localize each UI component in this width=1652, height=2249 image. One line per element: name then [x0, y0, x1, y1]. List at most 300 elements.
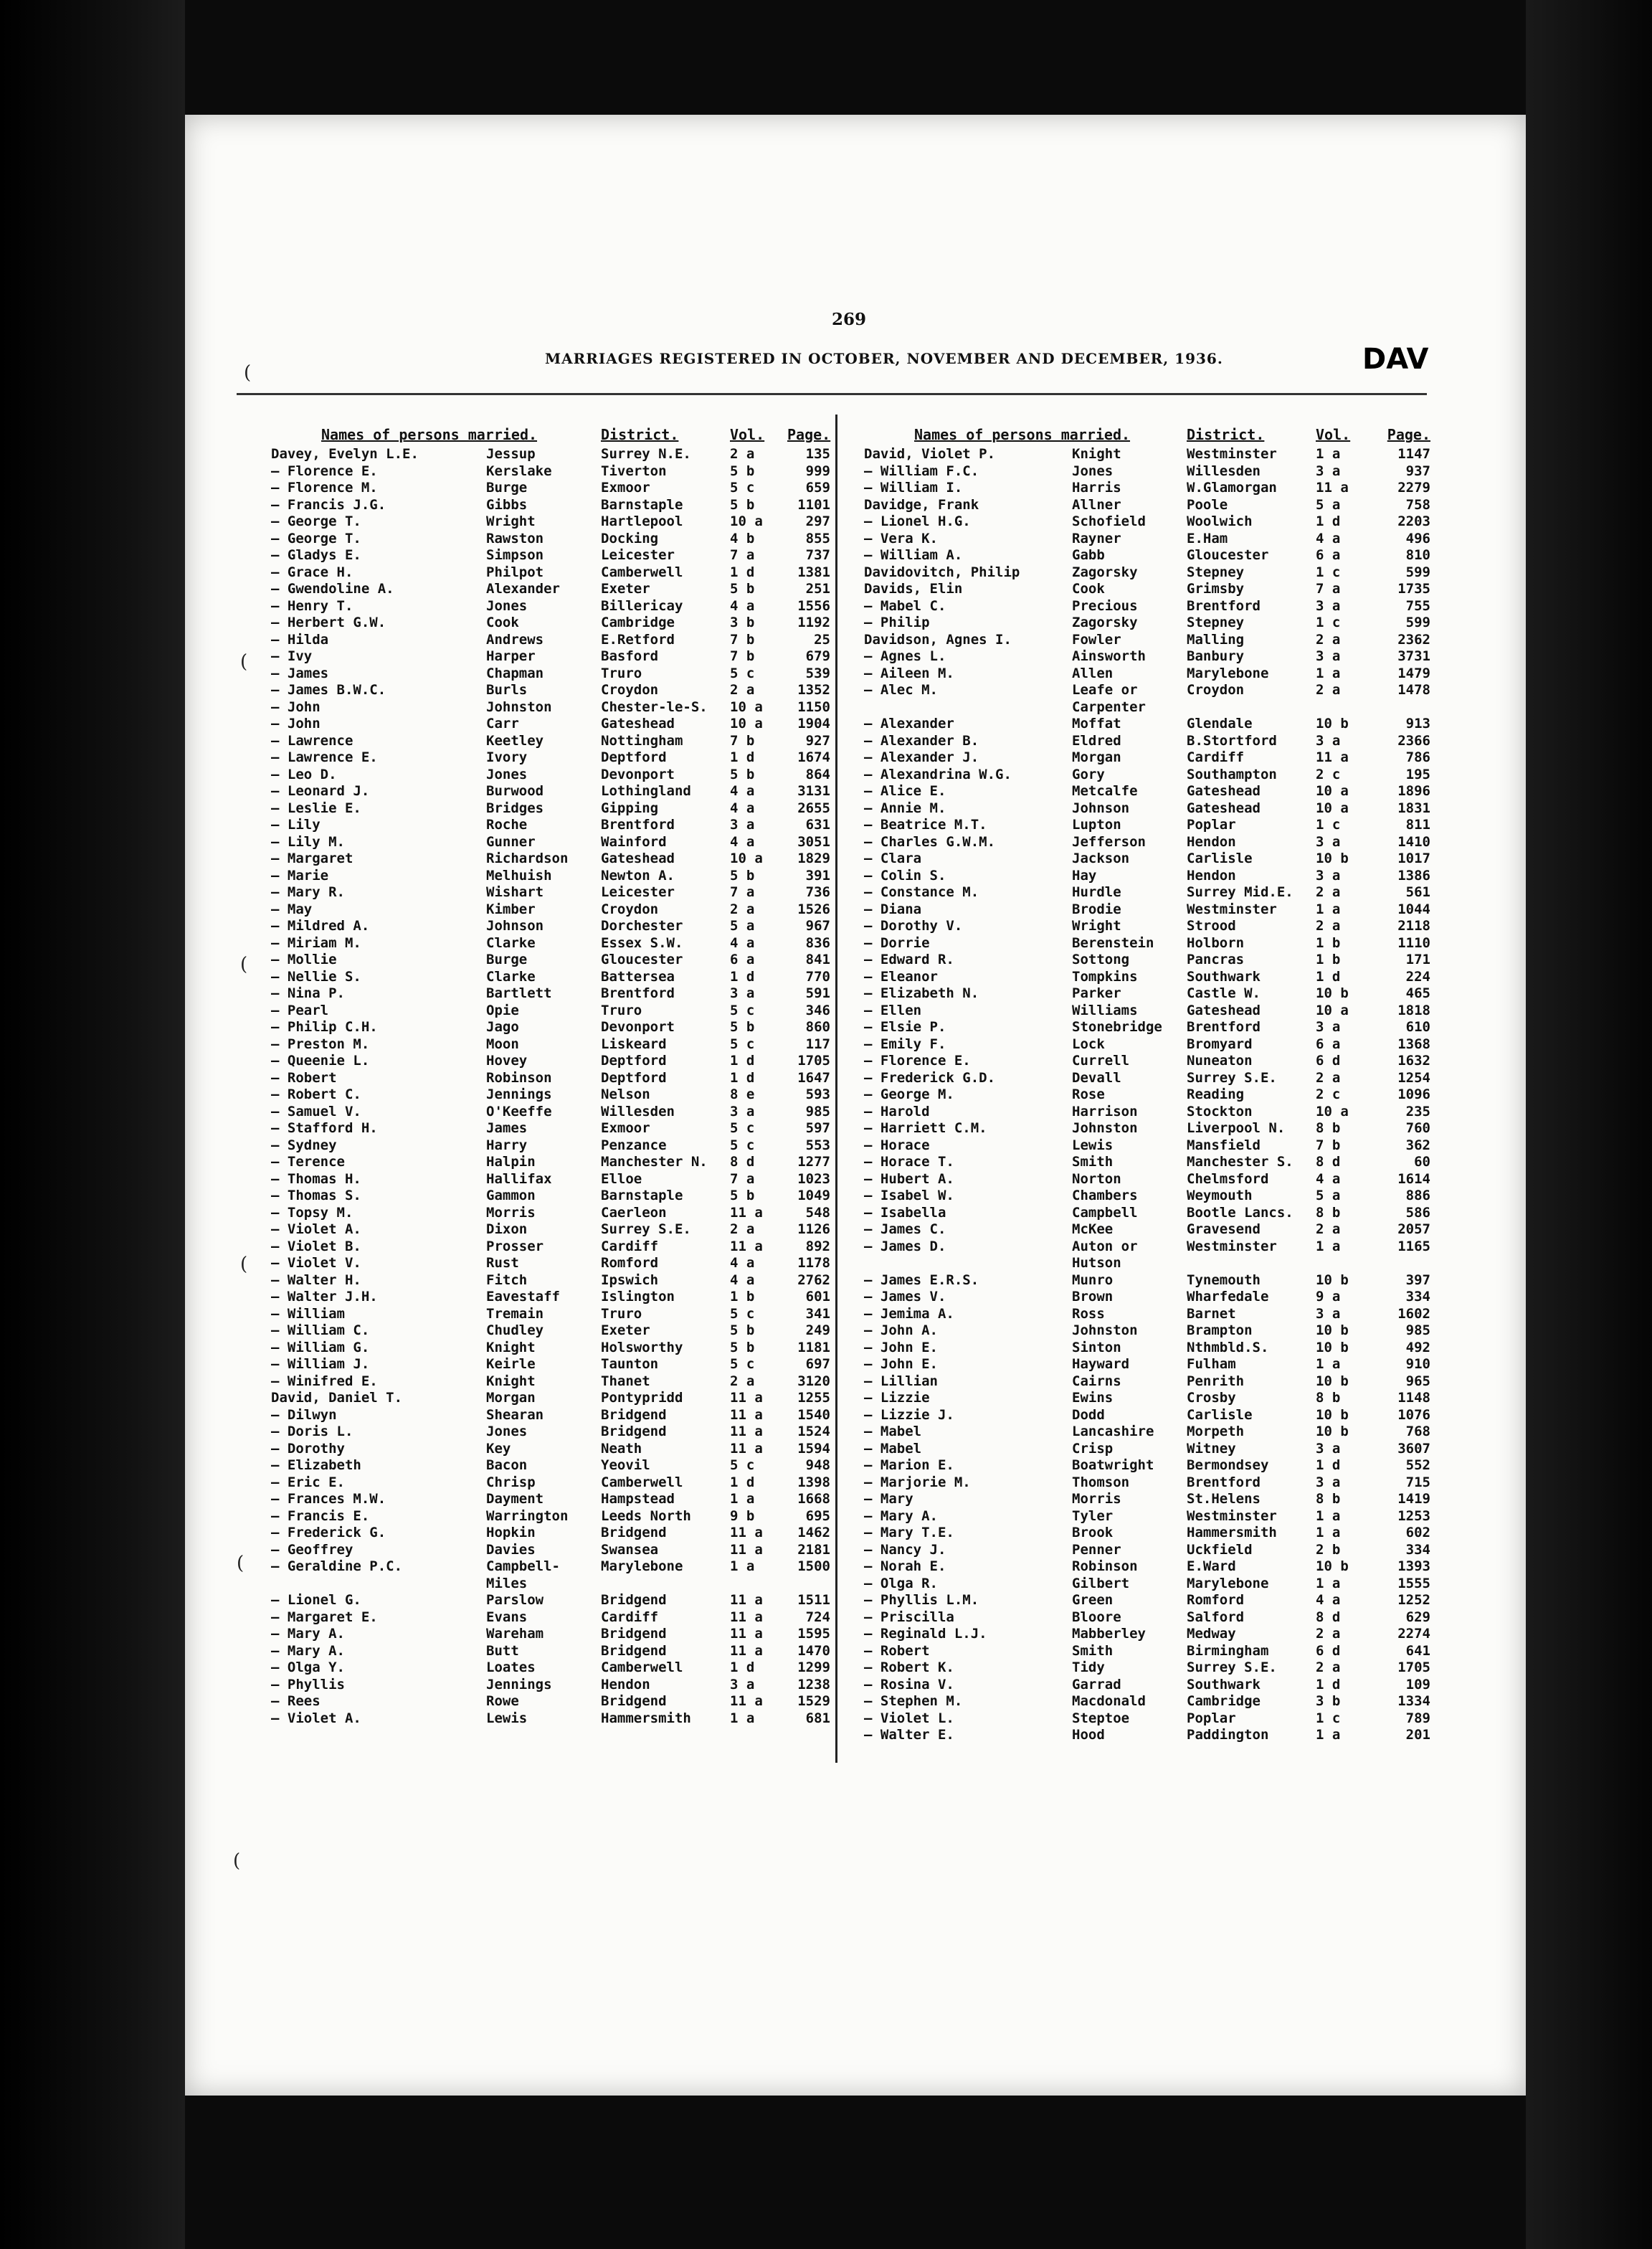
entry-district: Barnstaple — [601, 496, 683, 513]
table-row — [864, 1424, 1430, 1441]
entry-volume: 11 a — [730, 1609, 763, 1625]
entry-spouse: Brodie — [1072, 901, 1121, 917]
entry-volume: 1 b — [1316, 952, 1341, 967]
entry-page: 737 — [805, 547, 830, 563]
table-row — [864, 1221, 1430, 1239]
entry-page: 1419 — [1397, 1491, 1430, 1507]
entry-spouse: Gabb — [1072, 547, 1105, 563]
entry-volume: 7 b — [730, 631, 755, 648]
entry-spouse: Morgan — [1072, 749, 1121, 765]
entry-name: — Marjorie M. — [864, 1474, 971, 1490]
entry-volume: 4 a — [1316, 530, 1341, 546]
entry-spouse: Knight — [1072, 446, 1121, 462]
table-row — [271, 1003, 830, 1020]
table-row — [271, 817, 830, 834]
entry-volume: 3 a — [1316, 833, 1341, 850]
entry-spouse: Hood — [1072, 1727, 1105, 1743]
entry-volume: 11 a — [730, 1390, 763, 1406]
entry-spouse: Allner — [1072, 496, 1121, 513]
table-row — [864, 868, 1430, 885]
entry-volume: 7 b — [1316, 1137, 1341, 1153]
entry-name: — Elsie P. — [864, 1019, 946, 1035]
entry-volume: 8 d — [730, 1154, 755, 1170]
entry-volume: 1 d — [730, 1659, 755, 1675]
table-row — [864, 884, 1430, 901]
entry-page: 2366 — [1397, 732, 1430, 749]
entry-volume: 11 a — [1316, 749, 1349, 765]
entry-name: — Mabel — [864, 1440, 922, 1457]
table-row — [271, 1710, 830, 1728]
entry-district: Surrey N.E. — [601, 446, 691, 462]
entry-spouse: Wright — [486, 513, 536, 529]
table-row — [864, 800, 1430, 818]
entry-spouse: Andrews — [486, 631, 544, 648]
entry-spouse: Eldred — [1072, 732, 1121, 749]
entry-volume: 1 c — [1316, 564, 1341, 580]
entry-spouse: Jago — [486, 1019, 519, 1035]
entry-volume: 4 a — [730, 1255, 755, 1271]
table-row — [271, 598, 830, 615]
table-row — [864, 1086, 1430, 1104]
entry-district: W.Glamorgan — [1187, 480, 1277, 496]
table-row — [271, 1272, 830, 1289]
entry-name: — Philip C.H. — [271, 1019, 378, 1035]
entry-spouse: Johnson — [1072, 800, 1130, 816]
table-row — [864, 1289, 1430, 1306]
entry-page: 967 — [805, 918, 830, 934]
page-title: MARRIAGES REGISTERED IN OCTOBER, NOVEMBER AND DECEMBER, 1936. — [545, 350, 1223, 367]
entry-page: 561 — [1405, 884, 1430, 900]
table-row — [271, 615, 830, 632]
entry-spouse: Tyler — [1072, 1507, 1114, 1524]
entry-page: 641 — [1405, 1642, 1430, 1659]
entry-page: 171 — [1405, 952, 1430, 967]
entry-spouse: Sottong — [1072, 952, 1130, 967]
scan-shadow-right — [1526, 0, 1652, 2249]
entry-name: — Norah E. — [864, 1558, 946, 1574]
entry-spouse: Rowe — [486, 1693, 519, 1709]
entry-spouse: Jones — [486, 597, 528, 614]
entry-spouse: Crisp — [1072, 1440, 1114, 1457]
entry-district: Surrey S.E. — [1187, 1069, 1277, 1086]
entry-name: — Mary — [864, 1491, 913, 1507]
entry-spouse: Hayward — [1072, 1356, 1130, 1372]
entry-spouse: Robinson — [1072, 1558, 1138, 1574]
entry-district: Stepney — [1187, 564, 1245, 580]
entry-name: Davidovitch, Philip — [864, 564, 1020, 580]
entry-name: — Hilda — [271, 631, 329, 648]
entry-spouse: Wareham — [486, 1626, 544, 1642]
entry-name: — Violet L. — [864, 1710, 954, 1726]
entry-page: 1192 — [797, 615, 830, 630]
entry-page: 927 — [805, 732, 830, 749]
entry-district: Hampstead — [601, 1491, 675, 1507]
entry-page: 552 — [1405, 1457, 1430, 1473]
table-row — [271, 1221, 830, 1239]
entry-district: E.Ham — [1187, 530, 1228, 546]
entry-district: Bridgend — [601, 1642, 667, 1659]
entry-page: 1381 — [797, 564, 830, 580]
entry-page: 1556 — [797, 597, 830, 614]
entry-name: — Jemima A. — [864, 1305, 954, 1322]
entry-page: 2057 — [1397, 1221, 1430, 1237]
entry-name: — Frances M.W. — [271, 1491, 386, 1507]
entry-district: Medway — [1187, 1626, 1236, 1642]
entry-page: 1674 — [797, 749, 830, 765]
entry-spouse: Chudley — [486, 1322, 544, 1338]
entry-name: Davidge, Frank — [864, 496, 979, 513]
entry-page: 362 — [1405, 1137, 1430, 1153]
entry-name: — Olga R. — [864, 1575, 938, 1591]
entry-name: — Preston M. — [271, 1036, 370, 1052]
entry-name: — Lizzie J. — [864, 1406, 954, 1423]
entry-volume: 4 b — [730, 530, 755, 546]
entry-volume: 1 c — [1316, 615, 1341, 630]
entry-page — [787, 1576, 830, 1593]
entry-name: — Gwendoline A. — [271, 581, 394, 597]
entry-page: 1398 — [797, 1474, 830, 1490]
entry-page: 1049 — [797, 1188, 830, 1203]
entry-name: — Mary A. — [271, 1642, 345, 1659]
entry-volume: 2 a — [1316, 1659, 1341, 1675]
entry-page: 695 — [805, 1507, 830, 1524]
entry-volume: 11 a — [730, 1642, 763, 1659]
entry-name: — Reginald L.J. — [864, 1626, 987, 1642]
entry-spouse: Tidy — [1072, 1659, 1105, 1675]
table-row — [864, 1322, 1430, 1340]
table-row — [864, 1491, 1430, 1508]
entry-spouse: Harry — [486, 1137, 528, 1153]
entry-page: 1126 — [797, 1221, 830, 1237]
entry-district: Glendale — [1187, 716, 1253, 731]
table-row — [271, 1424, 830, 1441]
entry-name: — Frederick G.D. — [864, 1069, 996, 1086]
entry-volume: 8 b — [1316, 1390, 1341, 1406]
entry-volume: 2 c — [1316, 766, 1341, 782]
entry-district: Barnstaple — [601, 1188, 683, 1203]
entry-district: Grimsby — [1187, 581, 1245, 597]
table-row — [271, 918, 830, 935]
entry-page: 1255 — [797, 1390, 830, 1406]
entry-page: 2762 — [797, 1272, 830, 1288]
entry-page: 2655 — [797, 800, 830, 816]
table-row — [271, 834, 830, 851]
entry-volume: 3 b — [1316, 1693, 1341, 1709]
entry-spouse: Ewins — [1072, 1390, 1114, 1406]
entry-volume: 4 a — [730, 800, 755, 816]
entry-volume: 6 d — [1316, 1053, 1341, 1069]
entry-page: 1526 — [797, 901, 830, 917]
entry-spouse: Kimber — [486, 901, 536, 917]
entry-page: 539 — [805, 665, 830, 681]
entry-volume: 10 b — [1316, 1272, 1349, 1288]
entry-spouse: Burge — [486, 480, 528, 496]
entry-name: — George T. — [271, 530, 361, 546]
table-row — [271, 446, 830, 463]
entry-page: 1479 — [1397, 665, 1430, 681]
entry-volume: 11 a — [730, 1238, 763, 1254]
entry-page: 1017 — [1397, 851, 1430, 866]
entry-district: Croydon — [601, 901, 659, 917]
entry-name: — Robert — [864, 1642, 930, 1659]
entry-page: 1614 — [1397, 1170, 1430, 1187]
entry-name: — Topsy M. — [271, 1204, 353, 1221]
entry-volume: 10 b — [1316, 1558, 1349, 1574]
entry-volume: 1 a — [1316, 446, 1341, 462]
entry-volume: 5 c — [730, 1356, 755, 1372]
entry-district: Tiverton — [601, 463, 667, 479]
table-row — [271, 581, 830, 598]
table-row — [271, 1542, 830, 1559]
entry-spouse: Brook — [1072, 1525, 1114, 1540]
entry-page: 1368 — [1397, 1036, 1430, 1052]
table-row — [271, 1609, 830, 1627]
entry-district: Lothingland — [601, 783, 691, 799]
entry-volume: 1 a — [1316, 1575, 1341, 1591]
entry-volume: 1 b — [1316, 934, 1341, 951]
entry-page: 1478 — [1397, 682, 1430, 698]
entry-page: 715 — [1405, 1474, 1430, 1490]
entry-spouse: Sinton — [1072, 1339, 1121, 1355]
entry-page: 297 — [805, 513, 830, 529]
entry-name: — Alec M. — [864, 682, 938, 698]
table-row — [271, 1053, 830, 1070]
entry-name: — Lawrence — [271, 732, 353, 749]
table-row — [864, 1340, 1430, 1357]
entry-page: 811 — [1405, 817, 1430, 833]
table-row — [271, 1120, 830, 1137]
entry-district: Birmingham — [1187, 1642, 1269, 1659]
entry-spouse: Harrison — [1072, 1103, 1138, 1119]
entry-name: — Robert — [271, 1069, 337, 1086]
entry-spouse: Butt — [486, 1642, 519, 1659]
entry-district: Castle W. — [1187, 985, 1261, 1001]
entry-district: Stepney — [1187, 615, 1245, 630]
entry-spouse: Evans — [486, 1609, 528, 1625]
entry-district: Deptford — [601, 1053, 667, 1069]
entry-spouse: Garrad — [1072, 1676, 1121, 1692]
entry-volume: 2 a — [730, 446, 755, 462]
entry-page: 836 — [805, 934, 830, 951]
entry-name: — Harriett C.M. — [864, 1120, 987, 1136]
entry-district: Hendon — [601, 1676, 650, 1692]
entry-page: 786 — [1405, 749, 1430, 765]
table-row — [271, 1558, 830, 1576]
entry-name: — Miriam M. — [271, 934, 361, 951]
entry-page: 1252 — [1397, 1592, 1430, 1608]
entry-volume: 2 a — [730, 1221, 755, 1237]
entry-volume: 5 b — [730, 581, 755, 597]
entry-volume: 8 b — [1316, 1204, 1341, 1221]
entry-page: 496 — [1405, 530, 1430, 546]
entry-page: 1393 — [1397, 1558, 1430, 1574]
entry-volume: 11 a — [730, 1626, 763, 1642]
table-row — [271, 1289, 830, 1306]
entry-volume: 4 a — [730, 597, 755, 614]
entry-name: — Leslie E. — [271, 800, 361, 816]
entry-page — [1380, 1255, 1430, 1272]
entry-spouse: Jennings — [486, 1086, 552, 1102]
entry-page: 770 — [805, 968, 830, 985]
entry-name: — John E. — [864, 1356, 938, 1372]
entry-page: 553 — [805, 1137, 830, 1153]
entry-district: Yeovil — [601, 1457, 650, 1473]
entry-name: — Francis J.G. — [271, 496, 386, 513]
table-row — [271, 901, 830, 919]
entry-district: Surrey Mid.E. — [1187, 884, 1293, 900]
table-row — [864, 1390, 1430, 1407]
entry-name: — Sydney — [271, 1137, 337, 1153]
table-row — [271, 783, 830, 800]
entry-spouse: Precious — [1072, 597, 1138, 614]
table-row — [271, 1592, 830, 1609]
table-row — [271, 1104, 830, 1121]
entry-page: 1904 — [797, 716, 830, 731]
entry-district: Liskeard — [601, 1036, 667, 1052]
table-row — [864, 901, 1430, 919]
entry-name: — Frederick G. — [271, 1525, 386, 1540]
entry-district: E.Retford — [601, 631, 675, 648]
entry-volume: 8 b — [1316, 1491, 1341, 1507]
table-row — [864, 1558, 1430, 1576]
table-row — [271, 969, 830, 986]
entry-name — [864, 1255, 1072, 1272]
entry-spouse: Campbell- — [486, 1558, 560, 1574]
entry-district: Nottingham — [601, 732, 683, 749]
entry-volume: 5 b — [730, 1322, 755, 1338]
table-row — [864, 1373, 1430, 1391]
entry-name: — Rees — [271, 1693, 321, 1709]
entry-name: — Stafford H. — [271, 1120, 378, 1136]
entry-volume: 1 c — [1316, 817, 1341, 833]
entry-name: — Violet B. — [271, 1238, 361, 1254]
table-row — [271, 767, 830, 784]
entry-name: — John — [271, 716, 321, 731]
entry-volume: 10 a — [1316, 800, 1349, 816]
table-row — [271, 632, 830, 649]
table-row — [271, 1525, 830, 1542]
entry-volume: 1 a — [1316, 1507, 1341, 1524]
entry-volume: 4 a — [730, 934, 755, 951]
entry-district: Deptford — [601, 1069, 667, 1086]
entry-spouse: Cook — [486, 615, 519, 630]
table-row — [271, 1205, 830, 1222]
entry-spouse: Roche — [486, 817, 528, 833]
entry-name: Davidson, Agnes I. — [864, 631, 1012, 648]
entry-district: Bootle Lancs. — [1187, 1204, 1293, 1221]
entry-district: Essex S.W. — [601, 934, 683, 951]
table-row — [864, 716, 1430, 733]
header-vol: Vol. — [1316, 426, 1351, 443]
entry-name: — Elizabeth N. — [864, 985, 979, 1001]
entry-volume: 10 b — [1316, 1322, 1349, 1338]
entry-name: — Lizzie — [864, 1390, 930, 1406]
entry-volume: 11 a — [730, 1440, 763, 1457]
entry-district: Penzance — [601, 1137, 667, 1153]
entry-volume: 3 a — [1316, 1474, 1341, 1490]
entry-spouse: Gilbert — [1072, 1575, 1130, 1591]
table-row — [271, 952, 830, 969]
entry-volume: 1 d — [730, 968, 755, 985]
entry-name: — Alexander B. — [864, 732, 979, 749]
entry-spouse: Hutson — [1072, 1255, 1121, 1271]
entry-page: 1705 — [797, 1053, 830, 1069]
entry-spouse: Carr — [486, 716, 519, 731]
entry-volume: 4 a — [1316, 1592, 1341, 1608]
entry-name: — Doris L. — [271, 1424, 353, 1439]
entry-name: — Nina P. — [271, 985, 345, 1001]
entry-district: Gravesend — [1187, 1221, 1261, 1237]
table-row — [271, 1626, 830, 1643]
entry-page: 1529 — [797, 1693, 830, 1709]
entry-spouse: Williams — [1072, 1002, 1138, 1018]
entry-name: — Walter E. — [864, 1727, 954, 1743]
entry-page: 999 — [805, 463, 830, 479]
entry-page: 1647 — [797, 1069, 830, 1086]
entry-name: David, Violet P. — [864, 446, 996, 462]
table-row — [864, 985, 1430, 1003]
entry-volume: 11 a — [1316, 480, 1349, 496]
entry-page: 602 — [1405, 1525, 1430, 1540]
scan-shadow-left — [0, 0, 185, 2249]
entry-spouse: Clarke — [486, 934, 536, 951]
table-row — [271, 1322, 830, 1340]
entry-name: — William G. — [271, 1339, 370, 1355]
entry-name: David, Daniel T. — [271, 1390, 403, 1406]
entry-page — [1380, 699, 1430, 716]
table-row — [271, 497, 830, 514]
table-row — [271, 1019, 830, 1036]
entry-volume: 1 d — [1316, 968, 1341, 985]
header-rule — [237, 393, 1427, 395]
entry-district: Hendon — [1187, 867, 1236, 884]
entry-district: Brentford — [601, 985, 675, 1001]
entry-volume: 3 a — [730, 985, 755, 1001]
entry-spouse: Lupton — [1072, 817, 1121, 833]
entry-district: Gloucester — [601, 952, 683, 967]
entry-spouse: Steptoe — [1072, 1710, 1130, 1726]
entry-volume: 3 a — [1316, 463, 1341, 479]
entry-name: — Grace H. — [271, 564, 353, 580]
entry-page: 601 — [805, 1289, 830, 1305]
entry-spouse: O'Keeffe — [486, 1103, 552, 1119]
entry-district: Brentford — [1187, 1019, 1261, 1035]
entry-volume: 10 a — [1316, 783, 1349, 799]
entry-volume — [1316, 699, 1380, 716]
entry-page: 599 — [1405, 564, 1430, 580]
table-row — [864, 851, 1430, 868]
entry-name: — Ivy — [271, 648, 313, 664]
entry-spouse: Lock — [1072, 1036, 1105, 1052]
entry-spouse: Dayment — [486, 1491, 544, 1507]
entry-page: 3607 — [1397, 1440, 1430, 1457]
entry-page: 1511 — [797, 1592, 830, 1608]
entry-volume: 11 a — [730, 1406, 763, 1423]
entry-name: — Eric E. — [271, 1474, 345, 1490]
entry-volume: 7 b — [730, 648, 755, 664]
entry-spouse: Simpson — [486, 547, 544, 563]
entry-page: 1165 — [1397, 1238, 1430, 1254]
entry-volume: 5 c — [730, 1002, 755, 1018]
entry-name: — Mabel C. — [864, 597, 946, 614]
table-row — [271, 480, 830, 497]
entry-name: — Clara — [864, 851, 922, 866]
entry-district — [1187, 1255, 1316, 1272]
entry-district: Uckfield — [1187, 1541, 1253, 1558]
entry-district — [1187, 699, 1316, 716]
entry-page: 860 — [805, 1019, 830, 1035]
entry-spouse: Bacon — [486, 1457, 528, 1473]
